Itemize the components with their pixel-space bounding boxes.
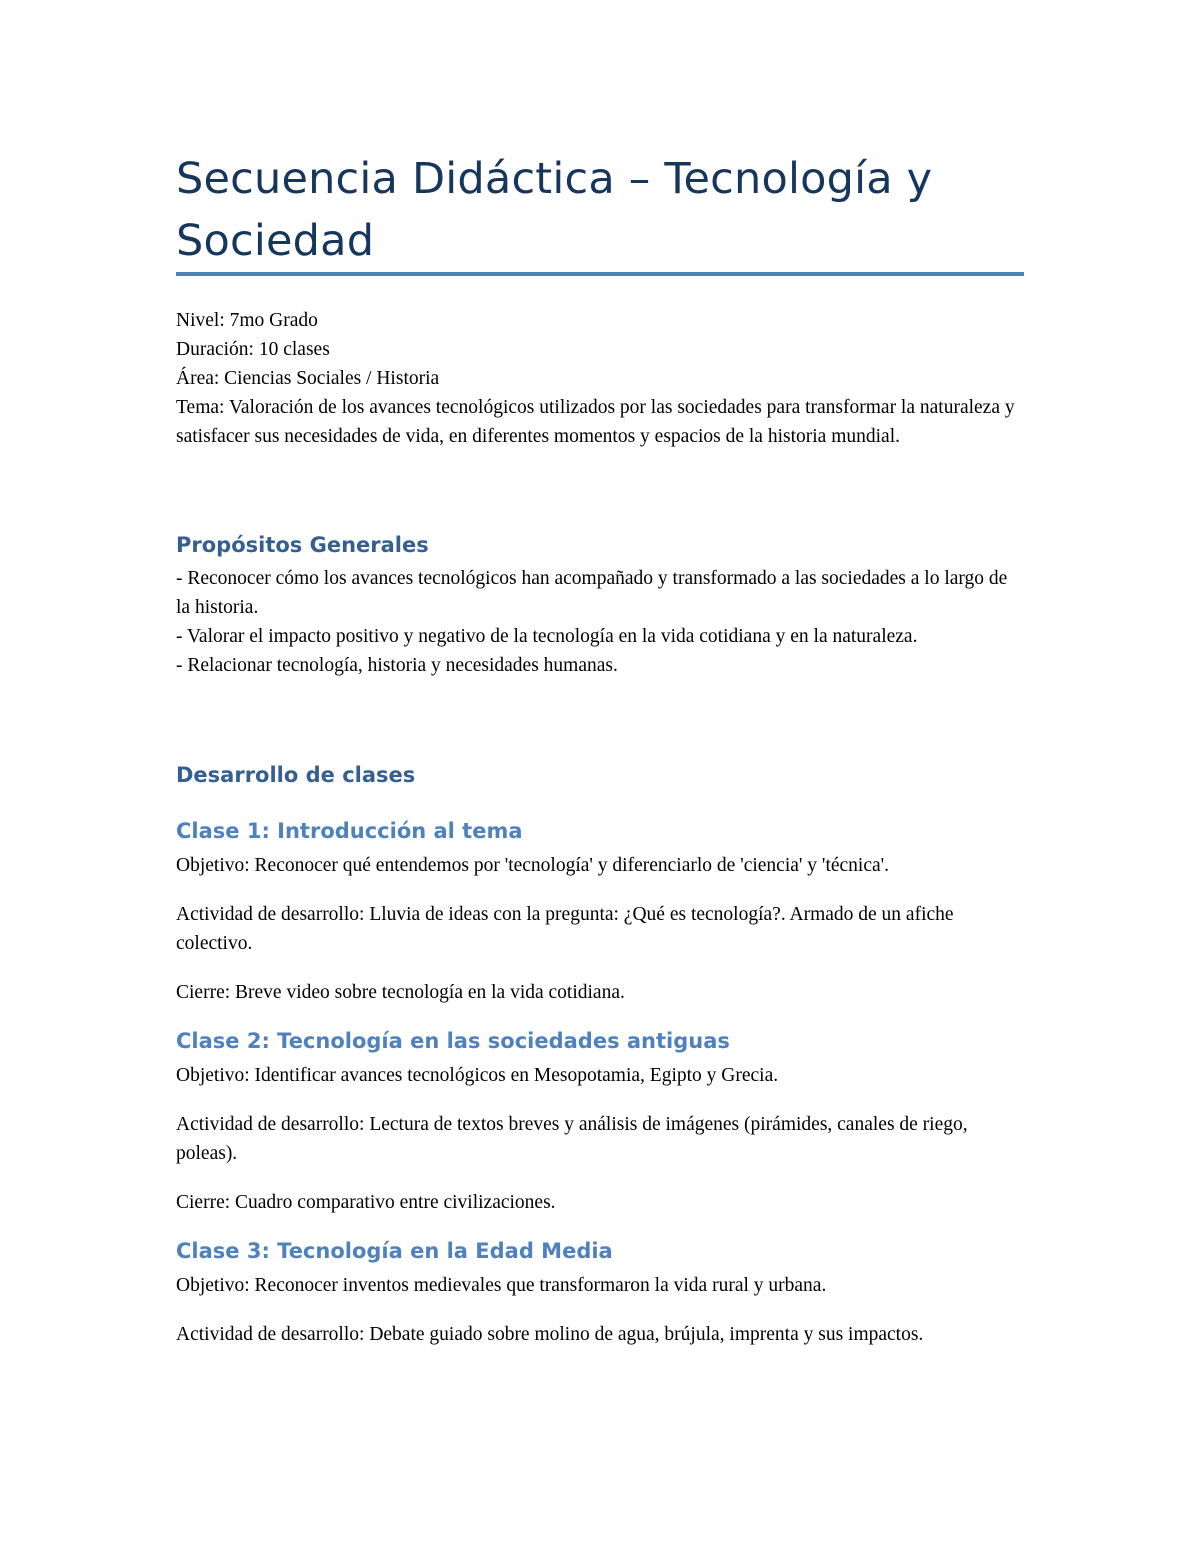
clase-2-body [176, 1061, 1026, 1217]
clase-cierre: Cierre: Breve video sobre tecnología en la vida cotidiana. [176, 982, 625, 1003]
clase-2-title: Clase 2: Tecnología en las sociedades antiguas [176, 1029, 730, 1053]
meta-nivel: Nivel: 7mo Grado [176, 310, 318, 331]
clase-cierre: Cierre: Cuadro comparativo entre civilizaciones. [176, 1192, 556, 1213]
proposito-item: - Valorar el impacto positivo y negativo de la tecnología en la vida cotidiana y en la naturaleza. [176, 626, 918, 647]
clase-objetivo: Objetivo: Reconocer inventos medievales que transformaron la vida rural y urbana. [176, 1275, 827, 1296]
proposito-item: - Reconocer cómo los avances tecnológicos han acompañado y transformado a las sociedades a lo largo de la historia. [176, 568, 1008, 618]
meta-tema: Tema: Valoración de los avances tecnológicos utilizados por las sociedades para transformar la naturaleza y satisfacer sus necesidades de vida, en diferentes momentos y espacios de la historia mundial. [176, 397, 1015, 447]
propositos-list [176, 564, 1026, 680]
title-underline [176, 272, 1024, 276]
clase-1-title: Clase 1: Introducción al tema [176, 819, 523, 843]
clase-objetivo: Objetivo: Reconocer qué entendemos por 'tecnología' y diferenciarlo de 'ciencia' y 'técnica'. [176, 855, 890, 876]
desarrollo-heading: Desarrollo de clases [176, 763, 416, 787]
clase-actividad: Actividad de desarrollo: Lectura de textos breves y análisis de imágenes (pirámides, canales de riego, poleas). [176, 1114, 968, 1164]
document-title: Secuencia Didáctica – Tecnología y Sociedad [176, 154, 933, 266]
meta-block [176, 306, 1026, 451]
propositos-heading: Propósitos Generales [176, 533, 429, 557]
meta-area: Área: Ciencias Sociales / Historia [176, 368, 440, 389]
clase-1-body [176, 851, 1026, 1007]
clase-3-body [176, 1271, 1026, 1349]
clase-3-title: Clase 3: Tecnología en la Edad Media [176, 1239, 613, 1263]
clase-objetivo: Objetivo: Identificar avances tecnológicos en Mesopotamia, Egipto y Grecia. [176, 1065, 779, 1086]
meta-duracion: Duración: 10 clases [176, 339, 330, 360]
clase-actividad: Actividad de desarrollo: Lluvia de ideas con la pregunta: ¿Qué es tecnología?. Armado de un afiche colectivo. [176, 904, 954, 954]
proposito-item: - Relacionar tecnología, historia y necesidades humanas. [176, 655, 618, 676]
clase-actividad: Actividad de desarrollo: Debate guiado sobre molino de agua, brújula, imprenta y sus impactos. [176, 1324, 924, 1345]
